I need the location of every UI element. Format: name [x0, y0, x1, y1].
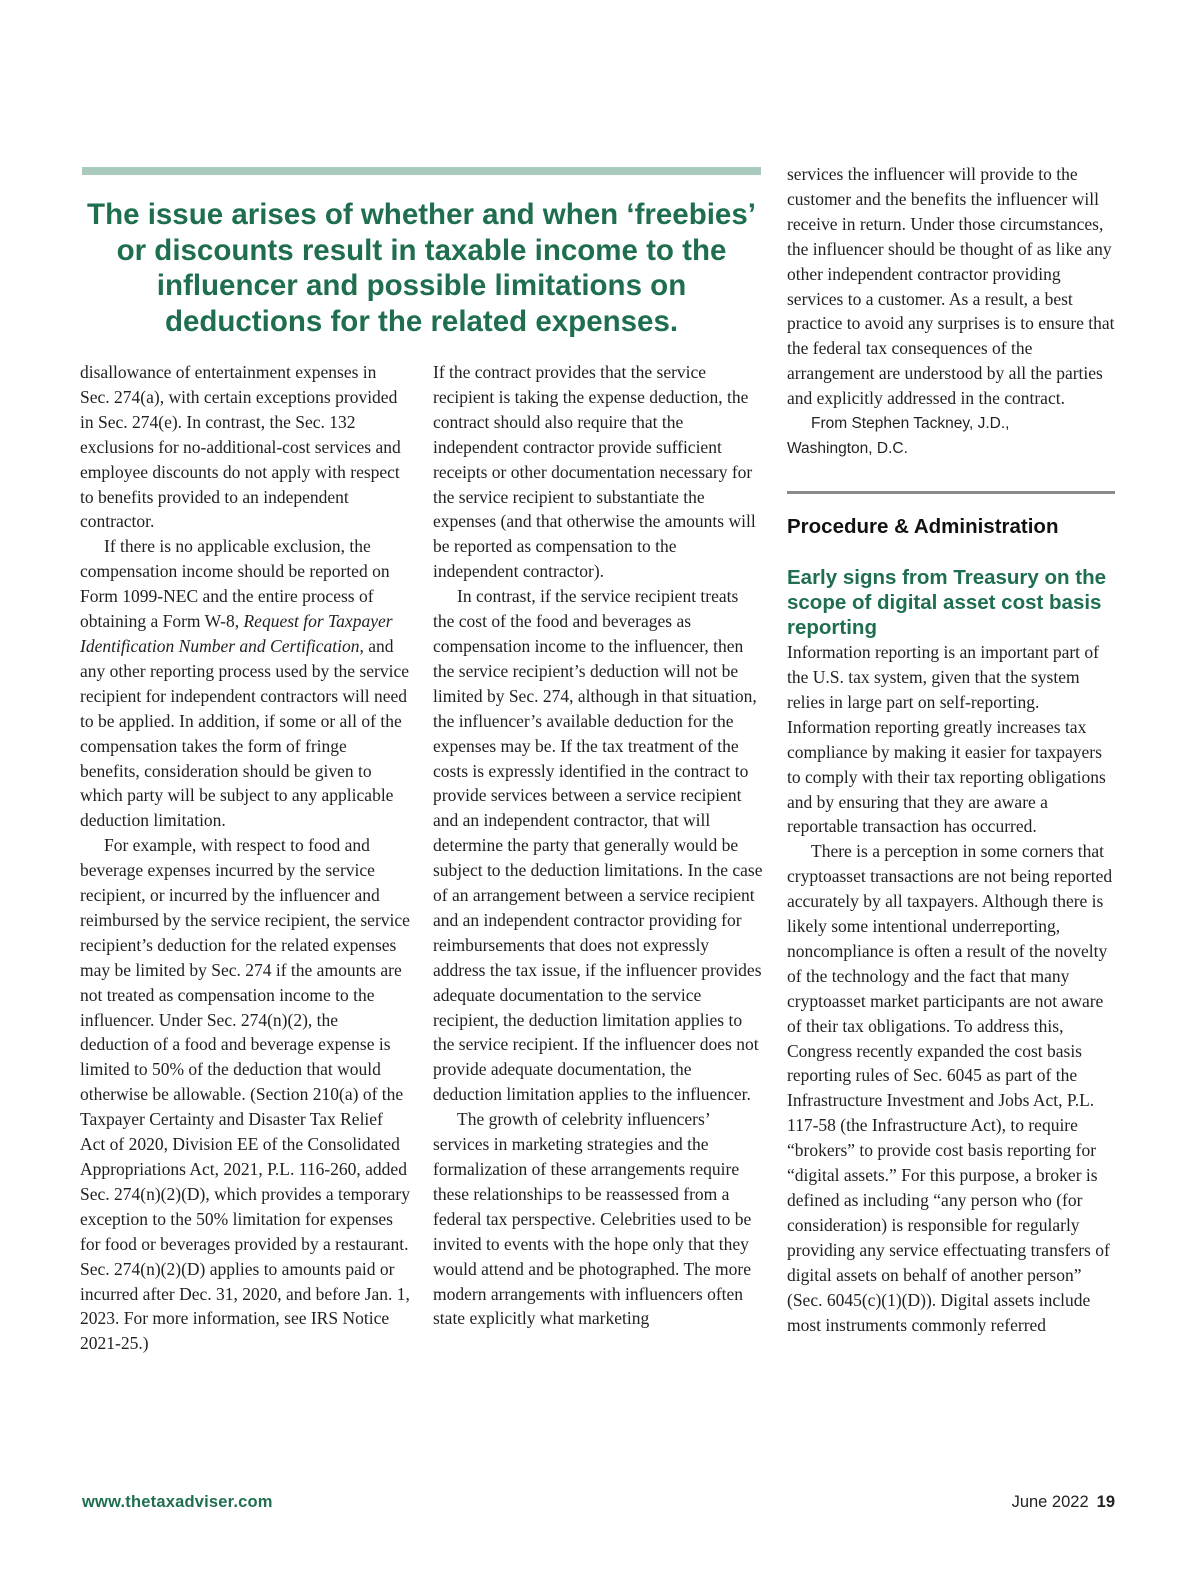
- column-3-paragraph: Information reporting is an important part of the U.S. tax system, given that the system relies in large part on self-reporting. Information reporting greatly increases tax compliance by making it easier for taxpayers to comply with their tax reporting obligations and by ensuring that they are aware a reportable transaction has occurred.: [787, 642, 1106, 837]
- column-3-continued-paragraph: services the influencer will provide to the customer and the benefits the influencer will receive in return. Under those circumstances, the influencer should be thought of as like any other independent contractor providing services to a customer. As a result, a best practice to avoid any surprises is to ensure that the federal tax consequences of the arrangement are understood by all the parties and explicitly addressed in the contract.: [787, 164, 1115, 409]
- author-byline: [787, 411, 1115, 461]
- form-title: Request for Taxpayer Identification Number and Certification: [80, 611, 393, 656]
- column-3-paragraph: There is a perception in some corners that cryptoasset transactions are not being reported accurately by all taxpayers. Although there is likely some intentional underreporting, noncompliance is often a result of the novelty of the technology and the fact that many cryptoasset market participants are not aware of their tax obligations. To address this, Congress recently expanded the cost basis reporting rules of Sec. 6045 as part of the Infrastructure Investment and Jobs Act, P.L. 117-58 (the Infrastructure Act), to require “brokers” to provide cost basis reporting for “digital assets.” For this purpose, a broker is defined as including “any person who (for consideration) is responsible for regularly providing any service effectuating transfers of digital assets on behalf of another person” (Sec. 6045(c)(1)(D)). Digital assets include most instruments commonly referred: [787, 841, 1113, 1335]
- column-1: [80, 360, 410, 1356]
- column-2-paragraph: If the contract provides that the service recipient is taking the expense deduction, the contract should also require that the independent contractor provide sufficient receipts or other documentation necessary for the service recipient to substantiate the expenses (and that otherwise the amounts will be reported as compensation to the independent contractor).: [433, 362, 756, 582]
- byline-author: From Stephen Tackney, J.D.,: [811, 415, 1010, 433]
- footer-url: www.thetaxadviser.com: [82, 1493, 273, 1511]
- issue-date: June 2022: [1011, 1493, 1089, 1511]
- column-1-paragraph: disallowance of entertainment expenses in Sec. 274(a), with certain exceptions provided in Sec. 274(e). In contrast, the Sec. 132 exclusions for no-additional-cost services and employee discounts do not apply with respect to benefits provided to an independent contractor.: [80, 362, 401, 532]
- pull-quote-top-rule: [82, 167, 761, 175]
- column-3: [787, 162, 1115, 1337]
- section-heading: Procedure & Administration: [787, 515, 1059, 539]
- article-title: Early signs from Treasury on the scope of digital asset cost basis reporting: [787, 566, 1106, 640]
- column-2-paragraph: In contrast, if the service recipient treats the cost of the food and beverages as compensation income to the influencer, then the service recipient’s deduction will not be limited by Sec. 274, although in that situation, the influencer’s available deduction for the expenses may be. If the tax treatment of the costs is expressly identified in the contract to provide services between a service recipient and an independent contractor, that will determine the party that generally would be subject to the deduction limitations. In the case of an arrangement between a service recipient and an independent contractor providing for reimbursements that does not expressly address the tax issue, if the influencer provides adequate documentation to the service recipient, the deduction limitation applies to the service recipient. If the influencer does not provide adequate documentation, the deduction limitation applies to the influencer.: [433, 586, 763, 1105]
- column-1-paragraph: For example, with respect to food and beverage expenses incurred by the service recipient, or incurred by the influencer and reimbursed by the service recipient, the service recipient’s deduction for the related expenses may be limited by Sec. 274 if the amounts are not treated as compensation income to the influencer. Under Sec. 274(n)(2), the deduction of a food and beverage expense is limited to 50% of the deduction that would otherwise be allowable. (Section 210(a) of the Taxpayer Certainty and Disaster Tax Relief Act of 2020, Division EE of the Consolidated Appropriations Act, 2021, P.L. 116-260, added Sec. 274(n)(2)(D), which provides a temporary exception to the 50% limitation for expenses for food or beverages provided by a restaurant. Sec. 274(n)(2)(D) applies to amounts paid or incurred after Dec. 31, 2020, and before Jan. 1, 2023. For more information, see IRS Notice 2021-25.): [80, 835, 410, 1354]
- page-number: 19: [1096, 1493, 1115, 1511]
- column-1-paragraph: [80, 534, 410, 833]
- column-2: [433, 360, 763, 1331]
- pull-quote: The issue arises of whether and when ‘freebies’ or discounts result in taxable income to the influencer and possible limitations on deductions for the related expenses.: [87, 198, 756, 338]
- section-divider: [787, 491, 1115, 494]
- para-text-continued: , and any other reporting process used by the service recipient for independent contractors will need to be applied. In addition, if some or all of the compensation takes the form of fringe benefits, consideration should be given to which party will be subject to any applicable deduction limitation.: [80, 635, 409, 831]
- byline-location: Washington, D.C.: [787, 440, 908, 458]
- para-text: If there is no applicable exclusion, the compensation income should be reported on Form 1099-NEC and the entire process of obtaining a Form W-8,: [80, 536, 390, 632]
- footer-date-page: [1012, 1493, 1115, 1512]
- column-2-paragraph: The growth of celebrity influencers’ services in marketing strategies and the formalization of these arrangements require these relationships to be reassessed from a federal tax perspective. Celebrities used to be invited to events with the hope only that they would attend and be photographed. The more modern arrangements with influencers often state explicitly what marketing: [433, 1109, 752, 1329]
